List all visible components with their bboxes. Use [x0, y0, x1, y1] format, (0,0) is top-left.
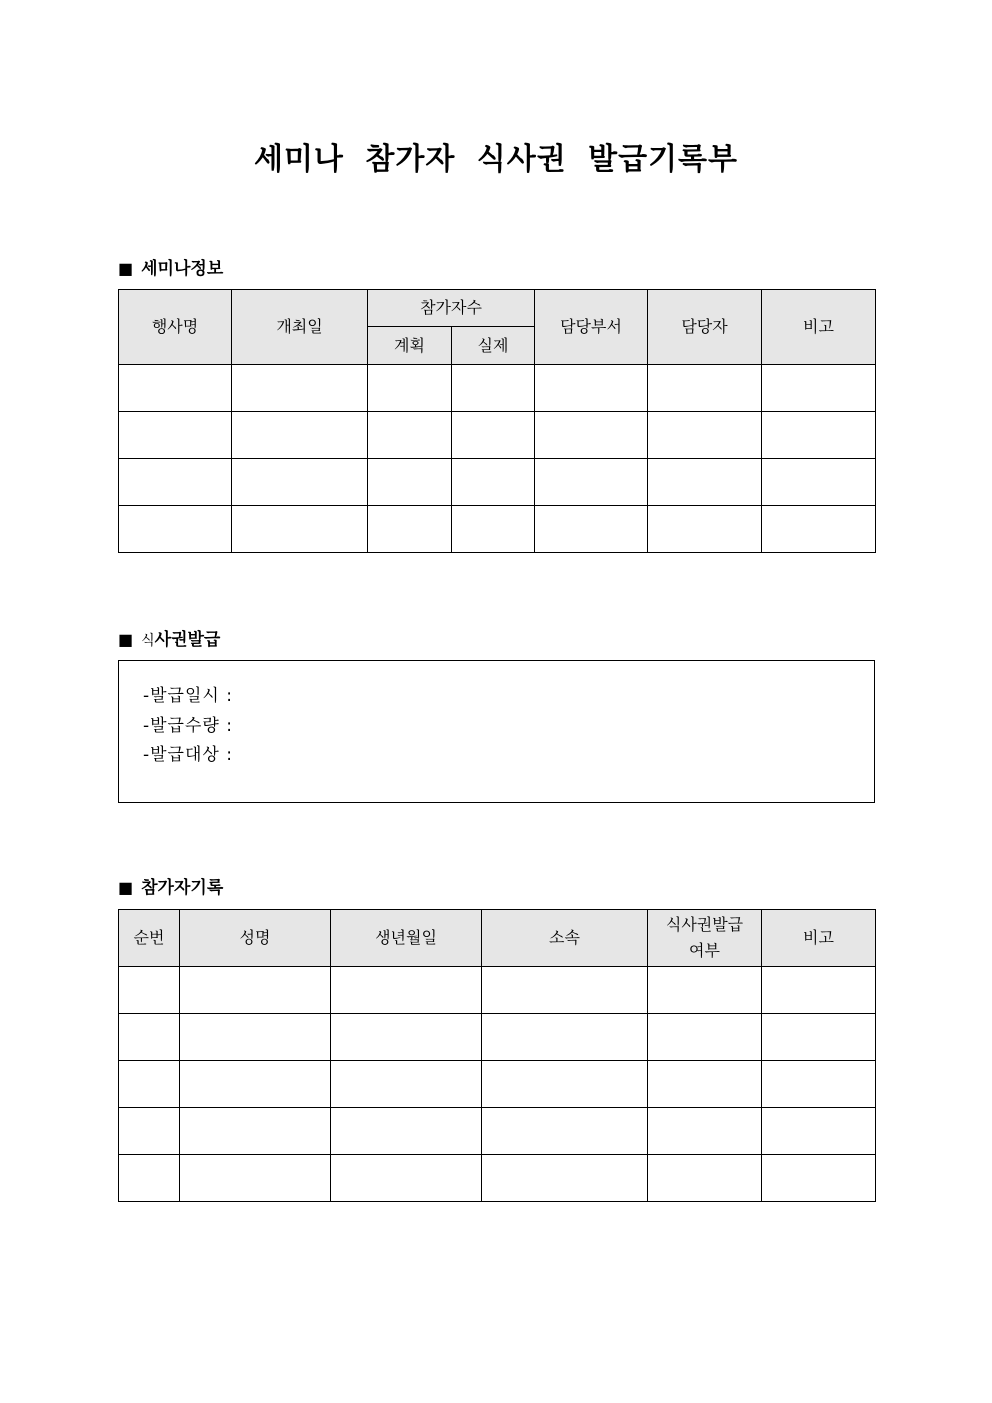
participants-cell[interactable] [331, 967, 482, 1014]
seminar-info-cell[interactable] [762, 412, 876, 459]
seminar-info-table [118, 289, 876, 553]
participants-cell[interactable] [180, 1061, 331, 1108]
participants-row [119, 1108, 876, 1155]
participants-cell[interactable] [119, 1014, 180, 1061]
section-label: 세미나정보 [141, 259, 224, 279]
seminar-info-cell[interactable] [368, 506, 452, 553]
section-label-light: 식 [141, 633, 155, 649]
participants-cell[interactable] [331, 1155, 482, 1202]
participants-cell[interactable] [331, 1108, 482, 1155]
seminar-info-cell[interactable] [232, 506, 368, 553]
seminar-info-cell[interactable] [368, 412, 452, 459]
section-title-meal-ticket [118, 625, 220, 650]
section-label: 참가자기록 [141, 878, 224, 898]
seminar-info-cell[interactable] [762, 506, 876, 553]
participants-cell[interactable] [482, 1014, 648, 1061]
header-remarks: 비고 [762, 910, 876, 967]
participants-row [119, 967, 876, 1014]
participants-cell[interactable] [648, 1108, 762, 1155]
header-date: 개최일 [232, 290, 368, 365]
square-bullet-icon: ■ [118, 630, 134, 649]
square-bullet-icon: ■ [118, 878, 134, 897]
seminar-info-cell[interactable] [368, 459, 452, 506]
header-ticket-issued-line2: 여부 [689, 941, 720, 960]
participants-cell[interactable] [762, 1014, 876, 1061]
seminar-info-cell[interactable] [452, 506, 535, 553]
participants-cell[interactable] [762, 1061, 876, 1108]
participants-cell[interactable] [648, 967, 762, 1014]
header-planned: 계획 [368, 327, 452, 365]
participants-cell[interactable] [119, 1061, 180, 1108]
seminar-info-cell[interactable] [762, 365, 876, 412]
participants-cell[interactable] [180, 1108, 331, 1155]
participants-cell[interactable] [180, 1155, 331, 1202]
participants-cell[interactable] [762, 967, 876, 1014]
participants-cell[interactable] [331, 1014, 482, 1061]
header-event-name: 행사명 [119, 290, 232, 365]
seminar-info-cell[interactable] [452, 412, 535, 459]
seminar-info-cell[interactable] [452, 459, 535, 506]
participants-cell[interactable] [119, 1108, 180, 1155]
participants-cell[interactable] [762, 1155, 876, 1202]
header-ticket-issued [648, 910, 762, 967]
participants-cell[interactable] [482, 1108, 648, 1155]
seminar-info-cell[interactable] [119, 459, 232, 506]
participants-cell[interactable] [180, 1014, 331, 1061]
seminar-info-cell[interactable] [232, 412, 368, 459]
header-no: 순번 [119, 910, 180, 967]
seminar-info-cell[interactable] [535, 365, 648, 412]
issue-target-line: -발급대상 : [143, 745, 233, 765]
participants-cell[interactable] [482, 967, 648, 1014]
header-actual: 실제 [452, 327, 535, 365]
header-department: 담당부서 [535, 290, 648, 365]
seminar-info-cell[interactable] [368, 365, 452, 412]
issue-quantity-line: -발급수량 : [143, 716, 233, 736]
seminar-info-row [119, 365, 876, 412]
seminar-info-row [119, 459, 876, 506]
header-name: 성명 [180, 910, 331, 967]
seminar-info-cell[interactable] [535, 506, 648, 553]
seminar-info-cell[interactable] [535, 459, 648, 506]
seminar-info-cell[interactable] [232, 459, 368, 506]
seminar-info-row [119, 506, 876, 553]
seminar-info-cell[interactable] [648, 506, 762, 553]
header-remarks: 비고 [762, 290, 876, 365]
participants-cell[interactable] [762, 1108, 876, 1155]
page-title: 세미나 참가자 식사권 발급기록부 [253, 142, 739, 177]
seminar-info-cell[interactable] [648, 412, 762, 459]
header-ticket-issued-line1: 식사권발급 [665, 915, 744, 934]
header-birth: 생년월일 [331, 910, 482, 967]
seminar-info-cell[interactable] [648, 365, 762, 412]
participants-cell[interactable] [119, 967, 180, 1014]
seminar-info-cell[interactable] [762, 459, 876, 506]
seminar-info-cell[interactable] [232, 365, 368, 412]
header-affiliation: 소속 [482, 910, 648, 967]
participants-row [119, 1061, 876, 1108]
participants-cell[interactable] [482, 1061, 648, 1108]
seminar-info-cell[interactable] [119, 365, 232, 412]
participants-row [119, 1155, 876, 1202]
seminar-info-row [119, 412, 876, 459]
header-participants: 참가자수 [368, 290, 535, 327]
section-title-participants [118, 873, 223, 898]
participants-cell[interactable] [648, 1014, 762, 1061]
section-title-seminar-info [118, 254, 223, 279]
square-bullet-icon: ■ [118, 259, 134, 278]
participants-cell[interactable] [331, 1061, 482, 1108]
participants-cell[interactable] [180, 967, 331, 1014]
seminar-info-cell[interactable] [535, 412, 648, 459]
seminar-info-cell[interactable] [452, 365, 535, 412]
participants-cell[interactable] [648, 1155, 762, 1202]
seminar-info-cell[interactable] [119, 412, 232, 459]
seminar-info-cell[interactable] [648, 459, 762, 506]
section-label: 사권발급 [154, 630, 221, 650]
participants-cell[interactable] [119, 1155, 180, 1202]
header-manager: 담당자 [648, 290, 762, 365]
participants-row [119, 1014, 876, 1061]
participants-table [118, 909, 876, 1202]
participants-cell[interactable] [482, 1155, 648, 1202]
participants-cell[interactable] [648, 1061, 762, 1108]
meal-ticket-box [118, 660, 875, 803]
issue-date-line: -발급일시 : [143, 686, 233, 706]
seminar-info-cell[interactable] [119, 506, 232, 553]
